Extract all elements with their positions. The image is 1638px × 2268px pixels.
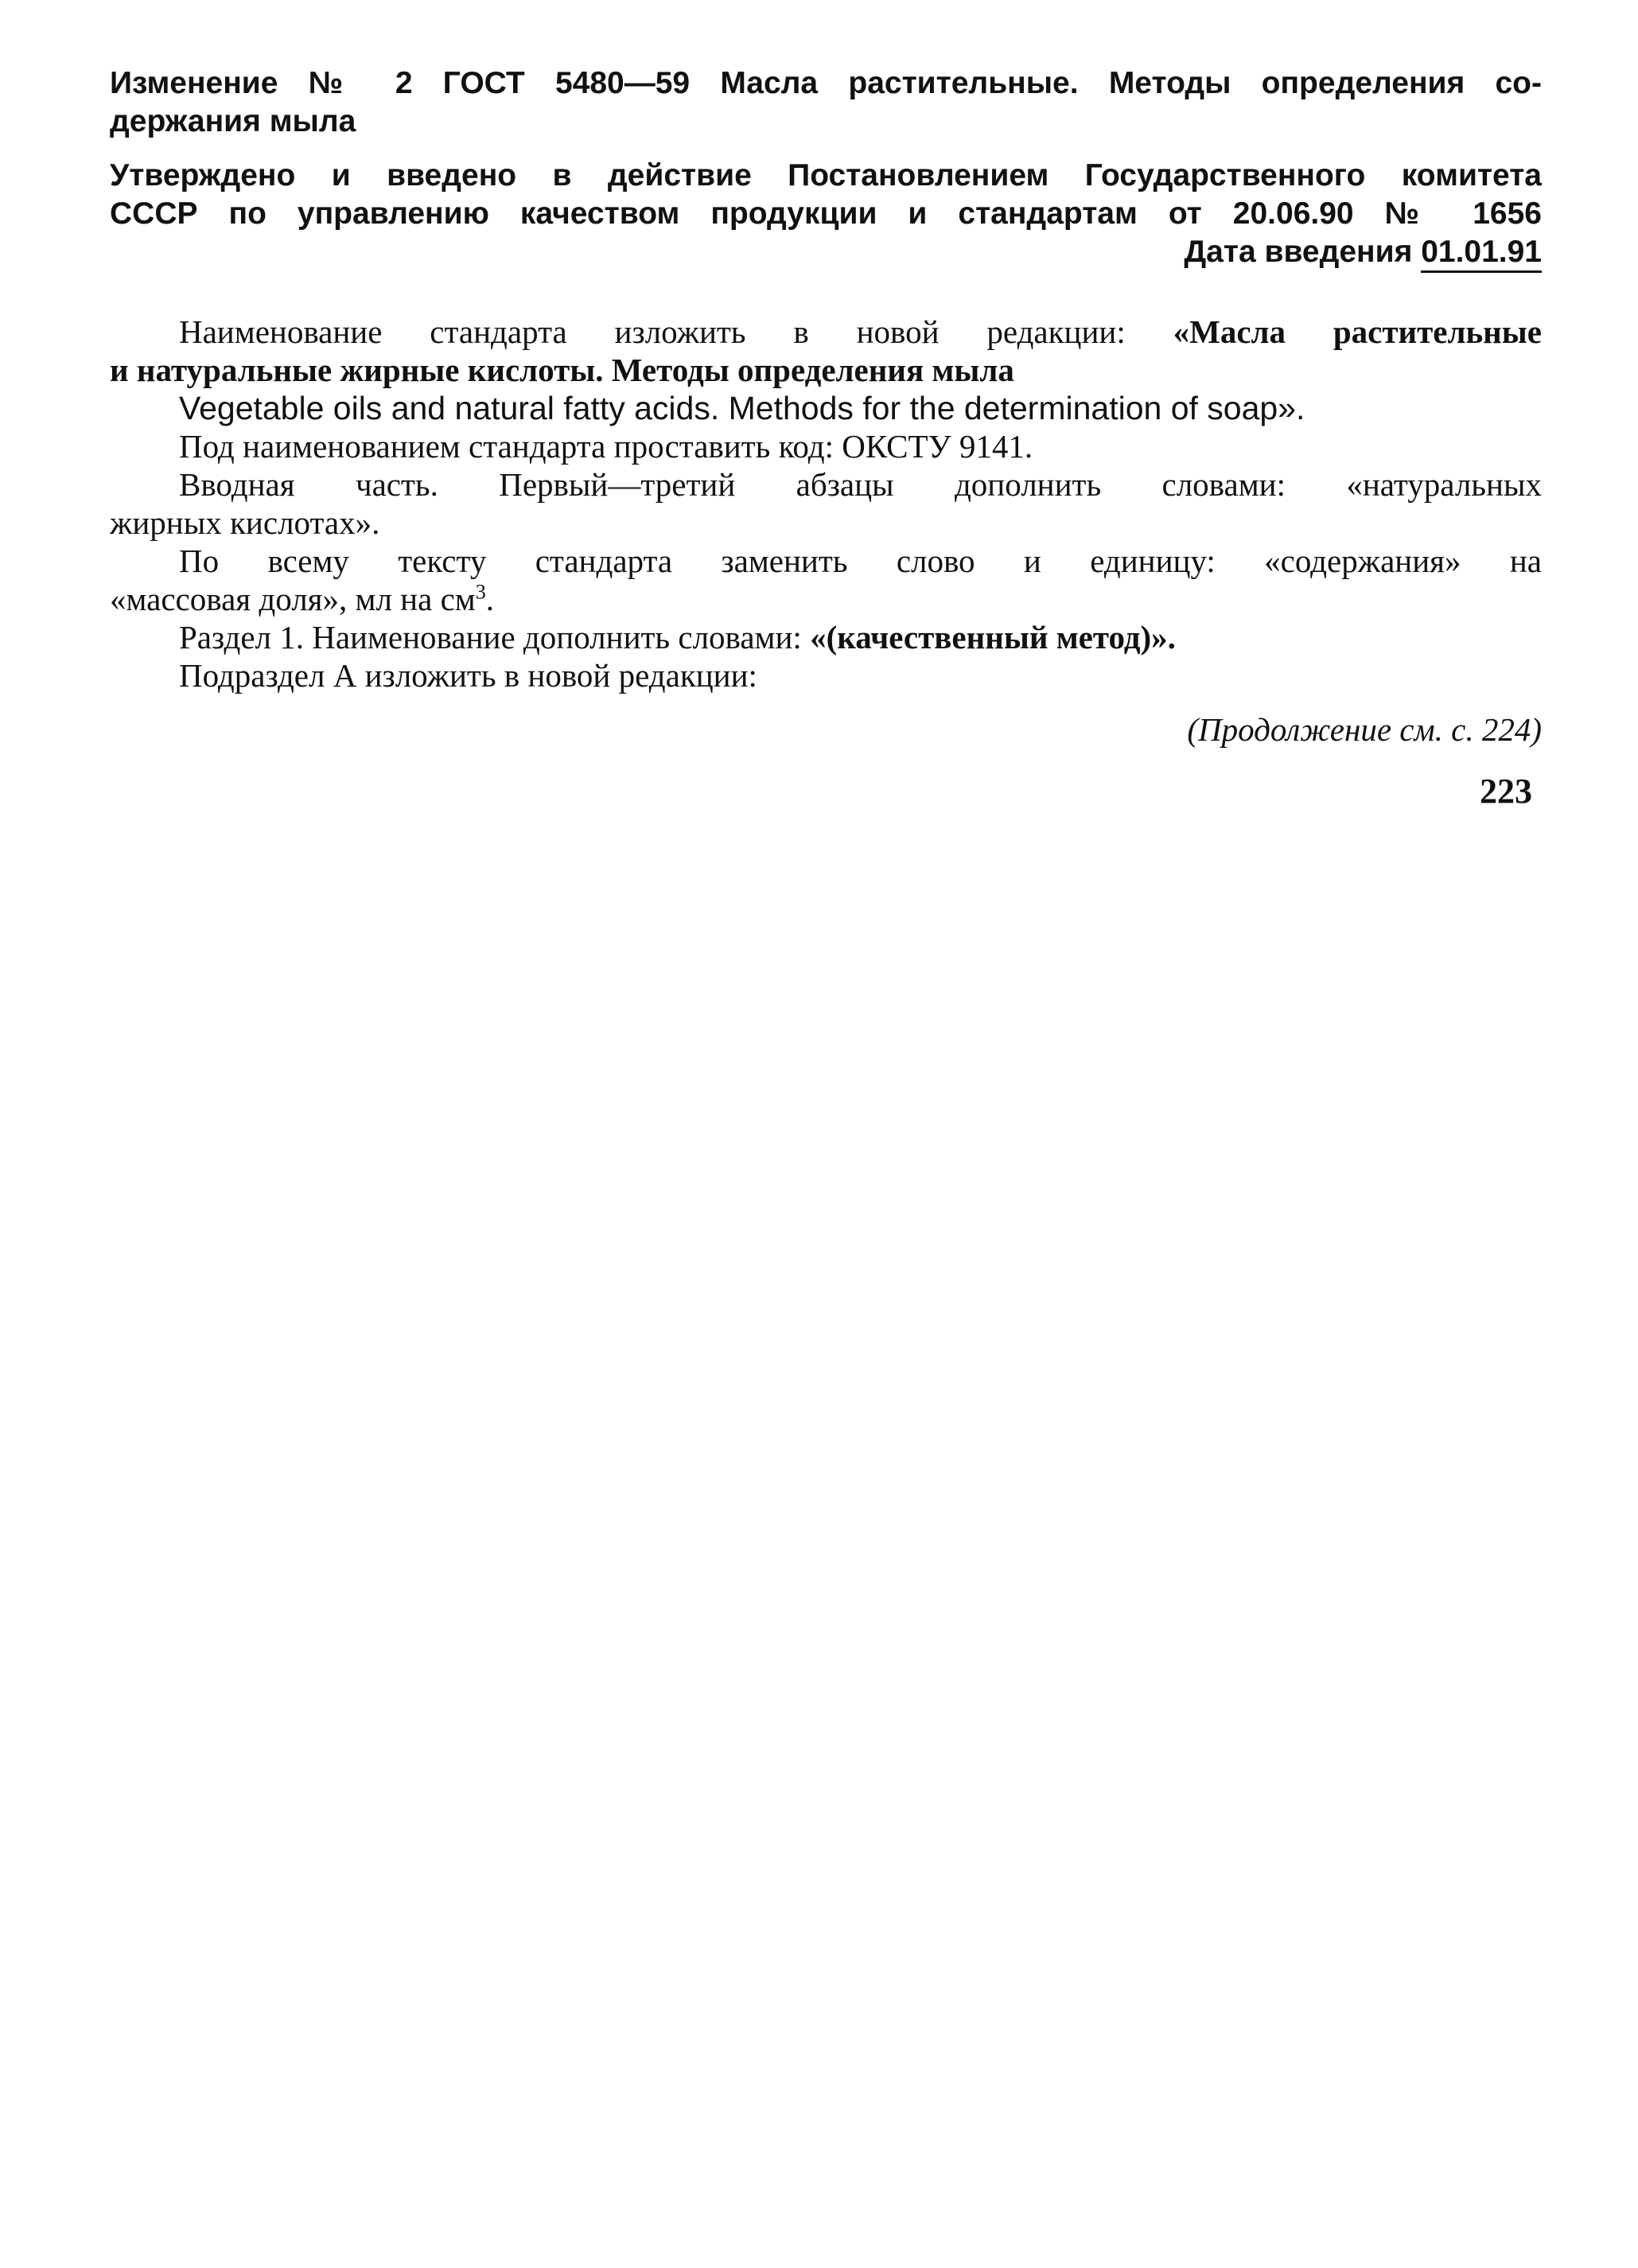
continuation-note: (Продолжение см. с. 224) [1187,711,1542,748]
paragraph-section-1-bold: «(качественный метод)». [810,619,1176,656]
paragraph-replace-text: «массовая доля», мл на см [110,581,476,617]
paragraph-introduction-line-1: Вводная часть. Первый—третий абзацы дополнить словами: «натуральных [179,466,1542,503]
paragraph-title-change-line-2: и натуральные жирные кислоты. Методы определения мыла [110,352,1014,388]
effective-date-value: 01.01.91 [1421,235,1542,273]
paragraph-replace-line-2 [110,579,1542,619]
approval-line-2: СССР по управлению качеством продукции и стандартам от 20.06.90 № 1656 [110,196,1542,231]
amendment-title-line-1: Изменение № 2 ГОСТ 5480—59 Масла растительные. Методы определения со- [110,66,1542,100]
paragraph-section-1 [179,617,1542,657]
paragraph-section-1-text: Раздел 1. Наименование дополнить словами: [179,619,811,656]
effective-date [110,232,1542,272]
paragraph-title-change-line-1 [179,312,1542,352]
effective-date-label: Дата введения [1184,235,1413,269]
paragraph-subsection-a: Подраздел А изложить в новой редакции: [179,657,757,694]
paragraph-replace-line-1: По всему тексту стандарта заменить слово и единицу: «содержания» на [179,543,1542,579]
paragraph-introduction-line-2: жирных кислотах». [110,504,380,541]
page-number: 223 [1480,772,1532,811]
english-title-line: Vegetable oils and natural fatty acids. Methods for the determination of soap». [179,390,1305,426]
superscript-three: 3 [475,580,486,604]
paragraph-replace-end: . [485,581,494,617]
paragraph-title-change-new-title: «Масла растительные [1173,313,1543,350]
paragraph-okstu-code: Под наименованием стандарта проставить код: ОКСТУ 9141. [179,428,1033,465]
approval-line-1: Утверждено и введено в действие Постановлением Государственного комитета [110,158,1542,193]
paragraph-title-change-text: Наименование стандарта изложить в новой редакции: [179,313,1173,350]
amendment-title-line-2: держания мыла [110,104,356,138]
